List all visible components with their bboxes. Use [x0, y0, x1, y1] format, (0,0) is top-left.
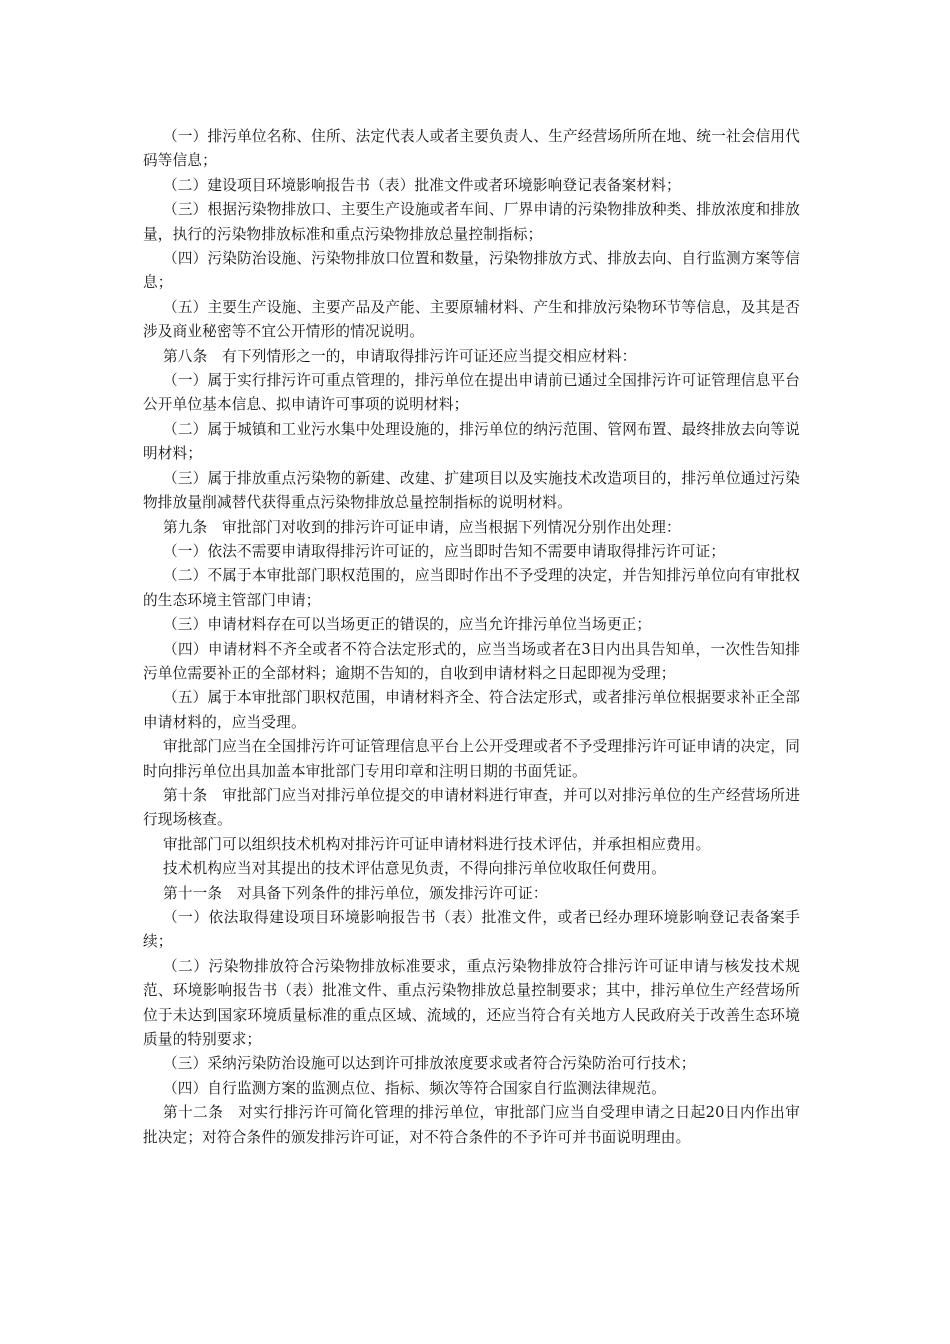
paragraph: 技术机构应当对其提出的技术评估意见负责，不得向排污单位收取任何费用。	[163, 860, 666, 878]
paragraph: （四）自行监测方案的监测点位、指标、频次等符合国家自行监测法律规范。	[163, 1079, 666, 1097]
paragraph: （三）属于排放重点污染物的新建、改建、扩建项目以及实施技术改造项目的，排污单位通过污染物排放量削减替代获得重点污染物排放总量控制指标的说明材料。	[143, 469, 800, 512]
paragraph: （二）污染物排放符合污染物排放标准要求，重点污染物排放符合排污许可证申请与核发技术规范、环境影响报告书（表）批准文件、重点污染物排放总量控制要求；其中，排污单位生产经营场所位于未达到国家环境质量标准的重点区域、流域的，还应当符合有关地方人民政府关于改善生态环境质量的特别要求；	[143, 957, 800, 1049]
paragraph: （三）申请材料存在可以当场更正的错误的，应当允许排污单位当场更正；	[163, 616, 652, 634]
paragraph: （四）申请材料不齐全或者不符合法定形式的，应当当场或者在3日内出具告知单，一次性告知排污单位需要补正的全部材料；逾期不告知的，自收到申请材料之日起即视为受理；	[143, 640, 800, 682]
document-body	[143, 125, 800, 1150]
paragraph: （五）主要生产设施、主要产品及产能、主要原辅材料、产生和排放污染物环节等信息，及其是否涉及商业秘密等不宜公开情形的情况说明。	[143, 298, 800, 341]
article-heading: 第十条 审批部门应当对排污单位提交的申请材料进行审查，并可以对排污单位的生产经营场所进行现场核查。	[143, 786, 800, 829]
article-heading: 第九条 审批部门对收到的排污许可证申请，应当根据下列情况分别作出处理：	[163, 518, 681, 536]
paragraph: （二）不属于本审批部门职权范围的，应当即时作出不予受理的决定，并告知排污单位向有审批权的生态环境主管部门申请；	[143, 567, 800, 609]
paragraph: （五）属于本审批部门职权范围，申请材料齐全、符合法定形式，或者排污单位根据要求补正全部申请材料的，应当受理。	[143, 689, 800, 731]
paragraph: （二）属于城镇和工业污水集中处理设施的，排污单位的纳污范围、管网布置、最终排放去向等说明材料；	[143, 420, 800, 463]
paragraph: （三）采纳污染防治设施可以达到许可排放浓度要求或者符合污染防治可行技术；	[163, 1055, 696, 1073]
paragraph: （一）依法取得建设项目环境影响报告书（表）批准文件，或者已经办理环境影响登记表备案手续；	[143, 909, 800, 951]
article-heading: 第八条 有下列情形之一的，申请取得排污许可证还应当提交相应材料：	[163, 347, 637, 365]
paragraph: 审批部门应当在全国排污许可证管理信息平台上公开受理或者不予受理排污许可证申请的决定，同时向排污单位出具加盖本审批部门专用印章和注明日期的书面凭证。	[143, 738, 800, 780]
paragraph: （一）依法不需要申请取得排污许可证的，应当即时告知不需要申请取得排污许可证；	[163, 542, 726, 560]
paragraph: （三）根据污染物排放口、主要生产设施或者车间、厂界申请的污染物排放种类、排放浓度和排放量，执行的污染物排放标准和重点污染物排放总量控制指标；	[143, 201, 800, 243]
article-heading: 第十二条 对实行排污许可简化管理的排污单位，审批部门应当自受理申请之日起20日内作出审批决定；对符合条件的颁发排污许可证，对不符合条件的不予许可并书面说明理由。	[143, 1104, 800, 1146]
paragraph: （一）排污单位名称、住所、法定代表人或者主要负责人、生产经营场所所在地、统一社会信用代码等信息；	[143, 128, 800, 170]
paragraph: （四）污染防治设施、污染物排放口位置和数量，污染物排放方式、排放去向、自行监测方案等信息；	[143, 250, 800, 292]
paragraph: 审批部门可以组织技术机构对排污许可证申请材料进行技术评估，并承担相应费用。	[163, 835, 711, 853]
paragraph: （二）建设项目环境影响报告书（表）批准文件或者环境影响登记表备案材料；	[163, 176, 681, 194]
paragraph: （一）属于实行排污许可重点管理的，排污单位在提出申请前已通过全国排污许可证管理信息平台公开单位基本信息、拟申请许可事项的说明材料；	[143, 372, 800, 414]
article-heading: 第十一条 对具备下列条件的排污单位，颁发排污许可证：	[163, 884, 548, 902]
